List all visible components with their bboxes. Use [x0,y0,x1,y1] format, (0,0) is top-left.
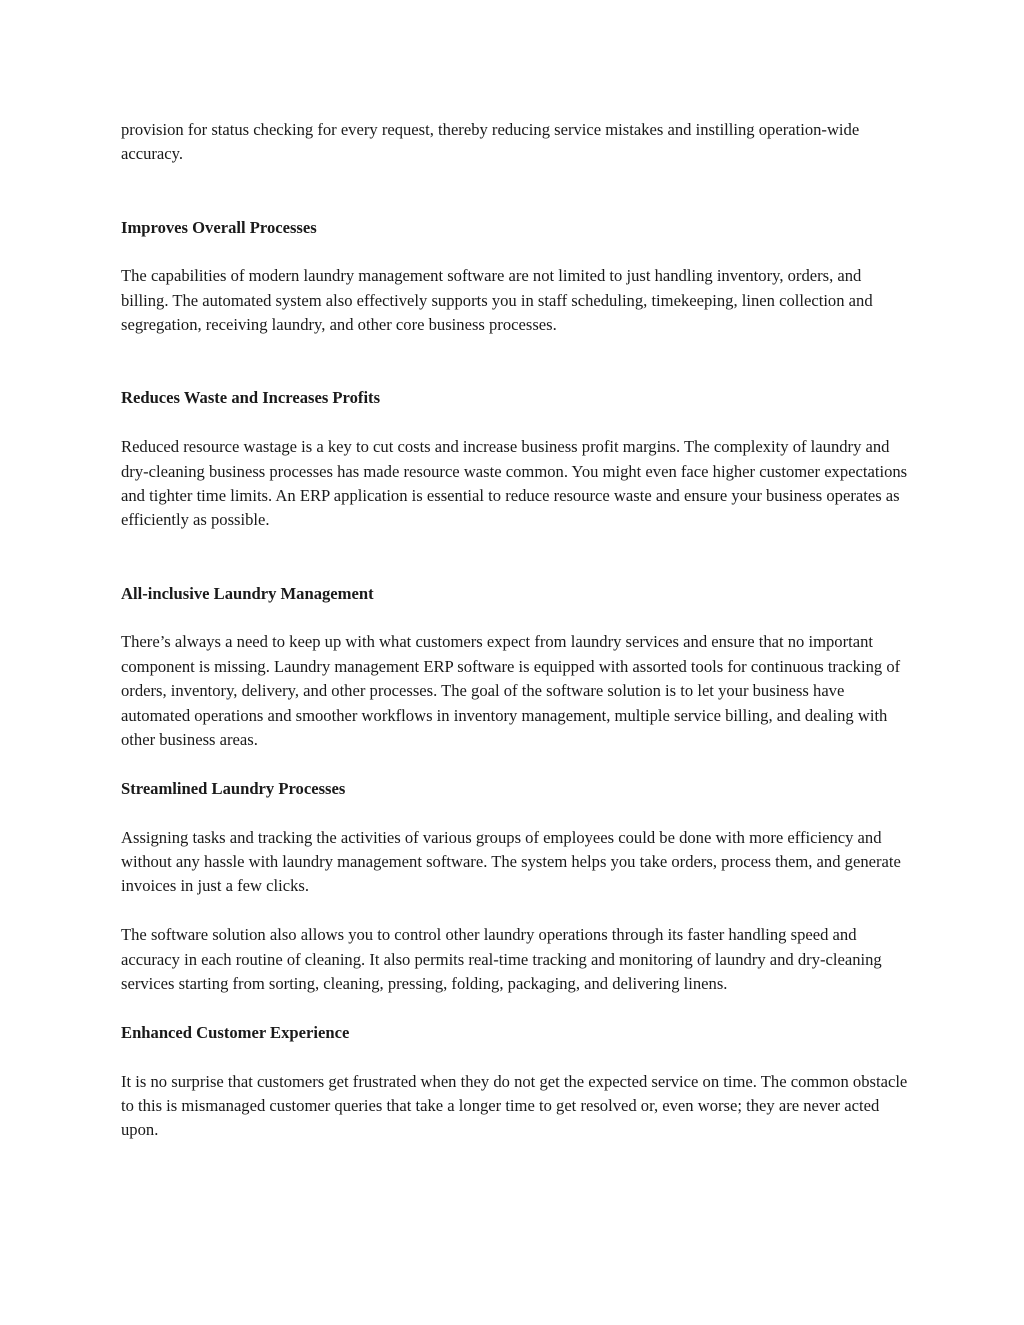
section-spacer [121,338,911,387]
heading-spacer [121,606,911,630]
intro-paragraph: provision for status checking for every request, thereby reducing service mistakes and instilling operation-wide accuracy. [121,120,860,164]
section-heading-improves-overall-processes: Improves Overall Processes [121,217,317,237]
section-spacer [121,533,911,582]
heading-spacer [121,801,911,825]
heading-spacer [121,1045,911,1069]
section-paragraph: The software solution also allows you to control other laundry operations through its faster handling speed and accuracy in each routine of cleaning. It also permits real-time tracking and monitoring of laundry and dry-cleaning services starting from sorting, cleaning, pressing, folding, packaging, and delivering linens. [121,925,882,994]
section-paragraph: The capabilities of modern laundry management software are not limited to just handling inventory, orders, and billing. The automated system also effectively supports you in staff scheduling, timekeeping, linen collection and segregation, receiving laundry, and other core business processes. [121,266,873,335]
section-heading-streamlined-laundry-processes: Streamlined Laundry Processes [121,778,346,798]
section-paragraph: There’s always a need to keep up with what customers expect from laundry services and ensure that no important component is missing. Laundry management ERP software is equipped with assorted tools for continuous tracking of orders, inventory, delivery, and other processes. The goal of the software solution is to let your business have automated operations and smoother workflows in inventory management, multiple service billing, and dealing with other business areas. [121,632,901,750]
section-heading-reduces-waste: Reduces Waste and Increases Profits [121,388,381,408]
section-heading-all-inclusive-laundry-management: All-inclusive Laundry Management [121,583,374,603]
section-spacer [121,996,911,1020]
document-body [121,118,911,1143]
section-spacer [121,752,911,776]
section-spacer [121,167,911,216]
section-paragraph: Reduced resource wastage is a key to cut costs and increase business profit margins. The complexity of laundry and dry-cleaning business processes has made resource waste common. You might even face higher customer expectations and tighter time limits. An ERP application is essential to reduce resource waste and ensure your business operates as efficiently as possible. [121,437,908,530]
section-paragraph: It is no surprise that customers get frustrated when they do not get the expected service on time. The common obstacle to this is mismanaged customer queries that take a longer time to get resolved or, even worse; they are never acted upon. [121,1071,908,1140]
section-paragraph: Assigning tasks and tracking the activities of various groups of employees could be done with more efficiency and without any hassle with laundry management software. The system helps you take orders, process them, and generate invoices in just a few clicks. [121,827,901,896]
paragraph-spacer [121,899,911,923]
heading-spacer [121,411,911,435]
section-heading-enhanced-customer-experience: Enhanced Customer Experience [121,1022,350,1042]
heading-spacer [121,240,911,264]
